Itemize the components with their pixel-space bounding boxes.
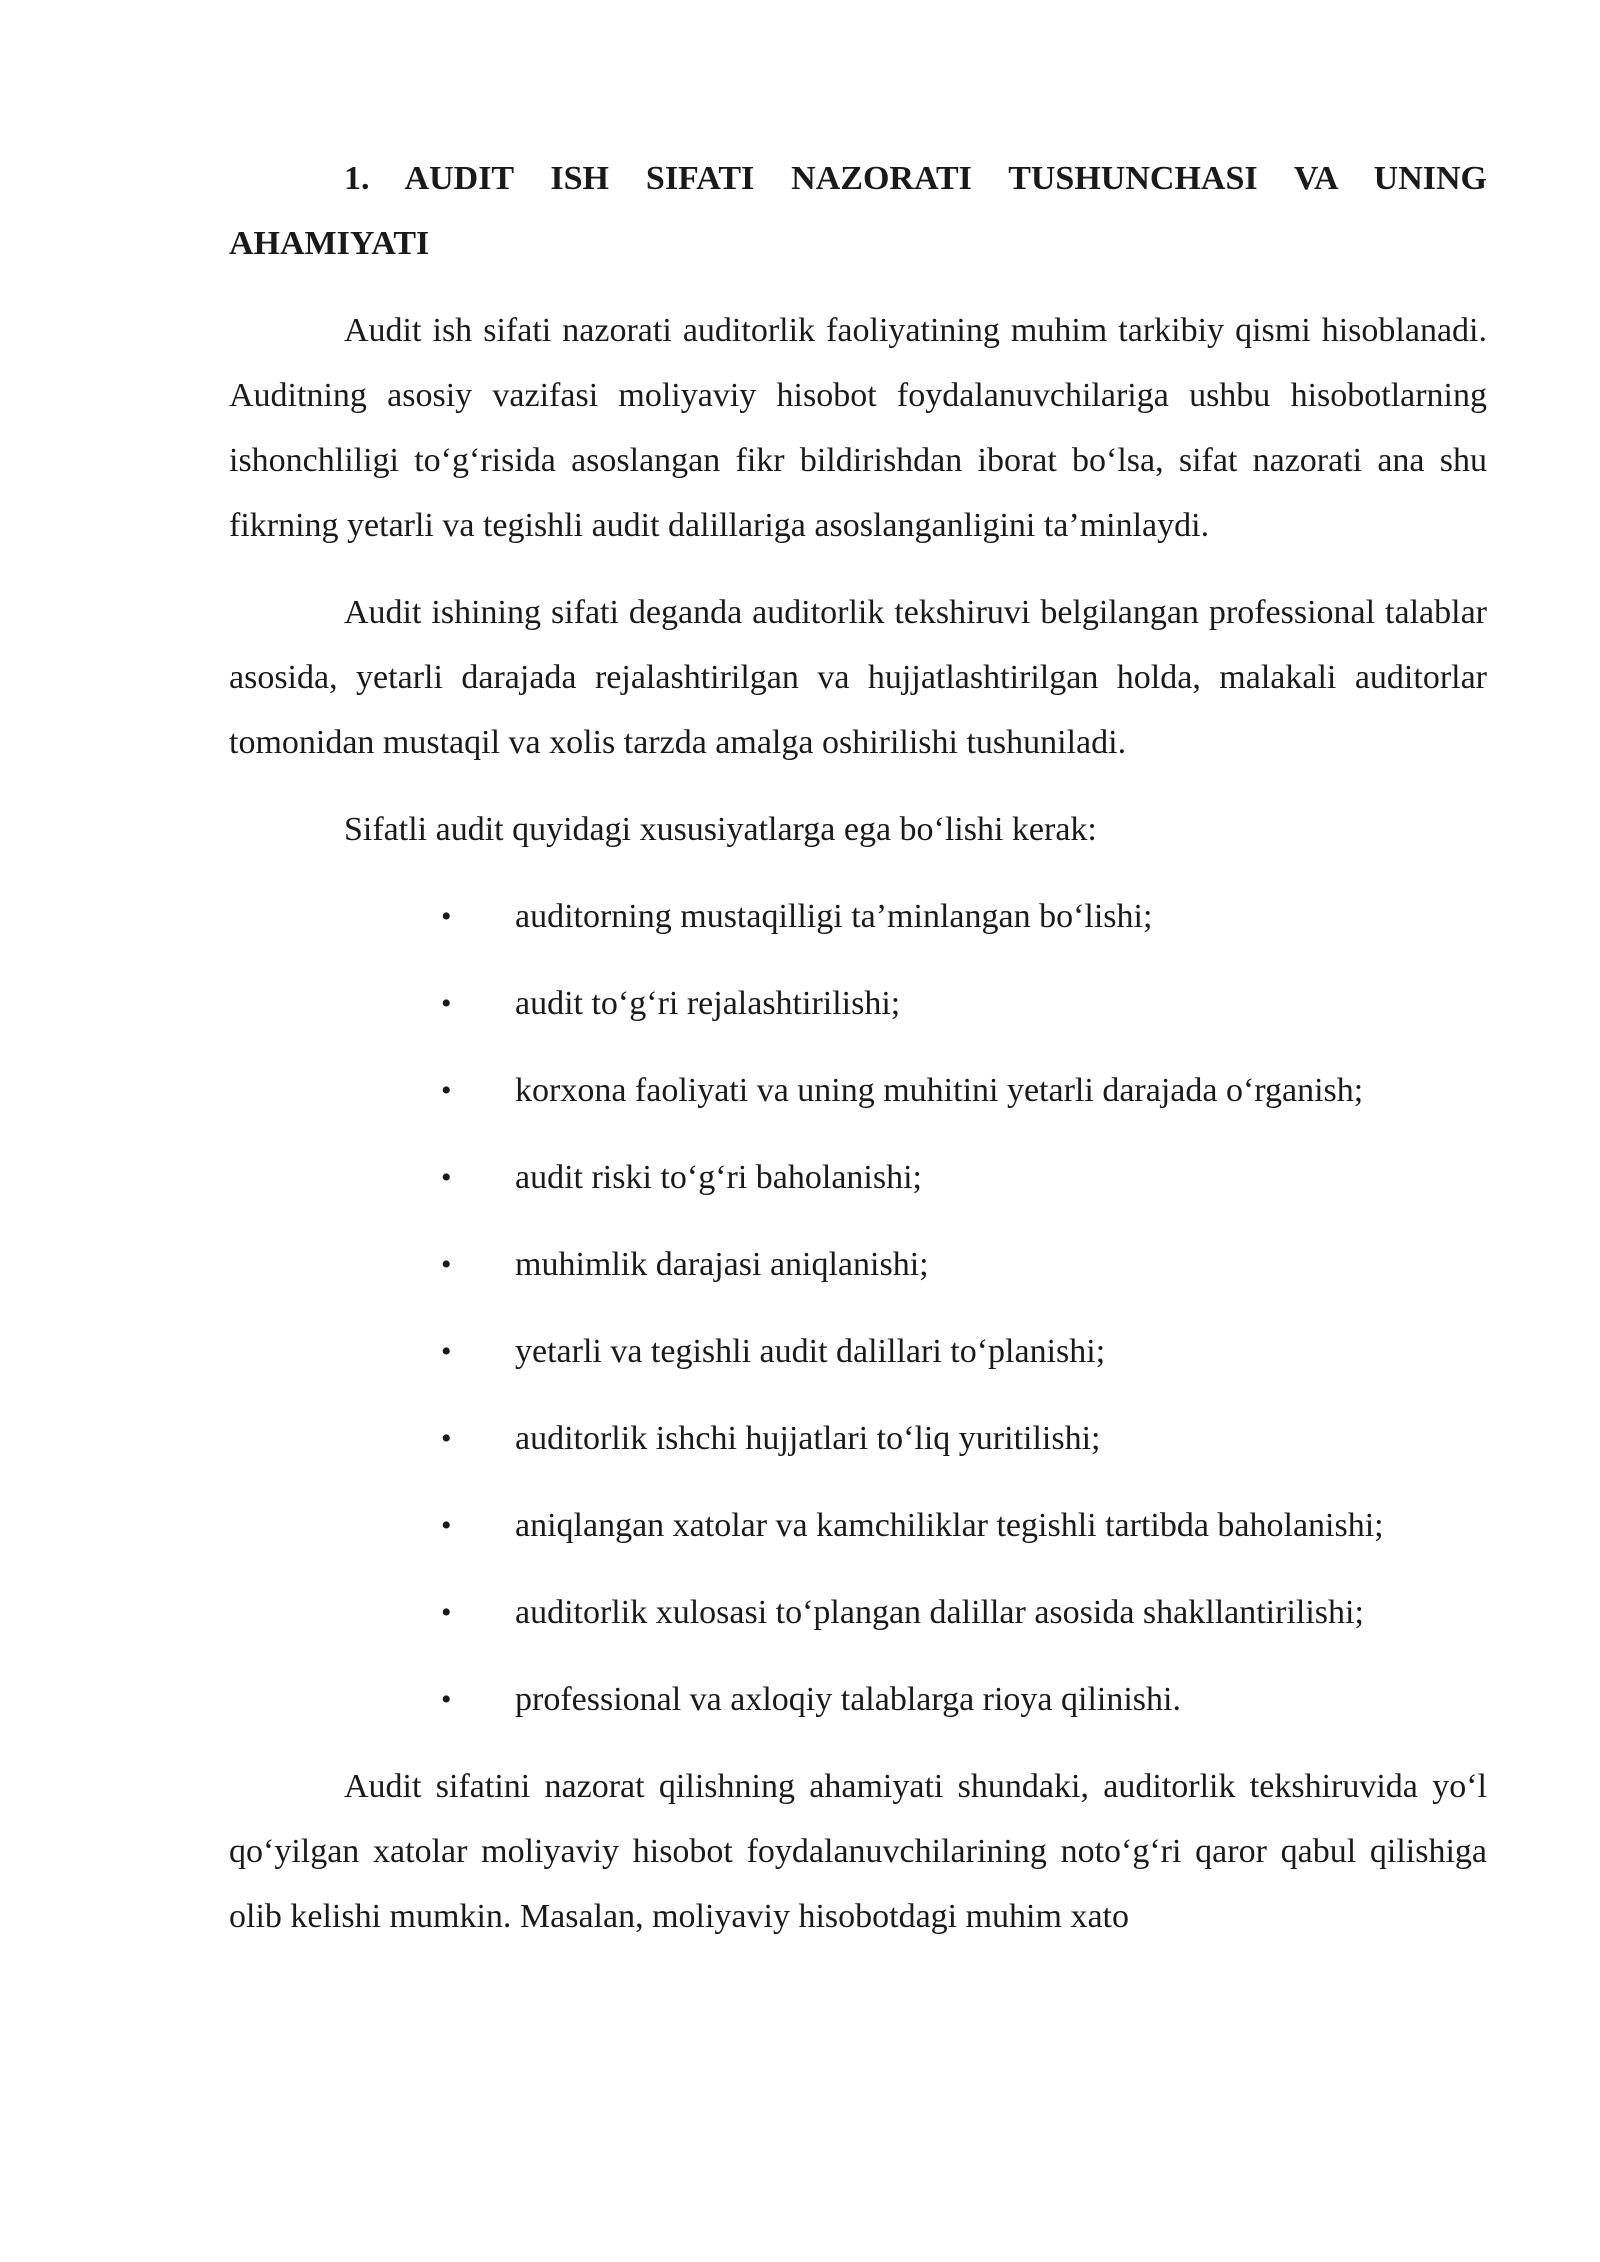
list-item-text: audit to‘g‘ri rejalashtirilishi; bbox=[515, 985, 901, 1022]
list-item-text: professional va axloqiy talablarga rioya qilinishi. bbox=[515, 1681, 1181, 1718]
list-item bbox=[229, 1232, 1487, 1297]
list-item bbox=[229, 1406, 1487, 1471]
page-content bbox=[229, 146, 1487, 1971]
list-intro: Sifatli audit quyidagi xususiyatlarga ega bo‘lishi kerak: bbox=[344, 811, 1097, 848]
bullet-icon: • bbox=[441, 1509, 452, 1542]
closing-paragraph: Audit sifatini nazorat qilishning ahamiyati shundaki, auditorlik tekshiruvida yo‘l qo‘yilgan xatolar moliyaviy hisobot foydalanuvchilarining noto‘g‘ri qaror qabul qilishiga olib kelishi mumkin. Masalan, moliyaviy hisobotdagi muhim xato bbox=[229, 1768, 1487, 1935]
list-item-text: aniqlangan xatolar va kamchiliklar tegishli tartibda baholanishi; bbox=[515, 1507, 1384, 1544]
bullet-icon: • bbox=[441, 1335, 452, 1368]
list-item-text: auditorning mustaqilligi ta’minlangan bo‘lishi; bbox=[515, 898, 1153, 935]
list-item-text: yetarli va tegishli audit dalillari to‘planishi; bbox=[515, 1333, 1106, 1370]
bullet-icon: • bbox=[441, 1161, 452, 1194]
bullet-icon: • bbox=[441, 1248, 452, 1281]
list-item bbox=[229, 1058, 1487, 1123]
paragraph-2: Audit ishining sifati deganda auditorlik tekshiruvi belgilangan professional talablar asosida, yetarli darajada rejalashtirilgan va hujjatlashtirilgan holda, malakali auditorlar tomonidan mustaqil va xolis tarzda amalga oshirilishi tushuniladi. bbox=[229, 594, 1487, 761]
bullet-icon: • bbox=[441, 1422, 452, 1455]
list-item bbox=[229, 971, 1487, 1036]
bullet-icon: • bbox=[441, 900, 452, 933]
bullet-list bbox=[229, 884, 1487, 1732]
section-heading: 1. AUDIT ISH SIFATI NAZORATI TUSHUNCHASI VA UNING AHAMIYATI bbox=[229, 160, 1487, 262]
list-item bbox=[229, 1493, 1487, 1558]
list-item bbox=[229, 1580, 1487, 1645]
bullet-icon: • bbox=[441, 1074, 452, 1107]
list-item-text: korxona faoliyati va uning muhitini yetarli darajada o‘rganish; bbox=[515, 1072, 1364, 1109]
bullet-icon: • bbox=[441, 987, 452, 1020]
list-item-text: audit riski to‘g‘ri baholanishi; bbox=[515, 1159, 922, 1196]
list-item bbox=[229, 1145, 1487, 1210]
list-item-text: muhimlik darajasi aniqlanishi; bbox=[515, 1246, 929, 1283]
bullet-icon: • bbox=[441, 1596, 452, 1629]
list-item bbox=[229, 1319, 1487, 1384]
list-item-text: auditorlik xulosasi to‘plangan dalillar asosida shakllantirilishi; bbox=[515, 1594, 1364, 1631]
bullet-icon: • bbox=[441, 1683, 452, 1716]
list-item bbox=[229, 1667, 1487, 1732]
paragraph-1: Audit ish sifati nazorati auditorlik faoliyatining muhim tarkibiy qismi hisoblanadi. Auditning asosiy vazifasi moliyaviy hisobot foydalanuvchilariga ushbu hisobotlarning ishonchliligi to‘g‘risida asoslangan fikr bildirishdan iborat bo‘lsa, sifat nazorati ana shu fikrning yetarli va tegishli audit dalillariga asoslanganligini ta’minlaydi. bbox=[229, 312, 1487, 544]
list-item-text: auditorlik ishchi hujjatlari to‘liq yuritilishi; bbox=[515, 1420, 1101, 1457]
list-item bbox=[229, 884, 1487, 949]
